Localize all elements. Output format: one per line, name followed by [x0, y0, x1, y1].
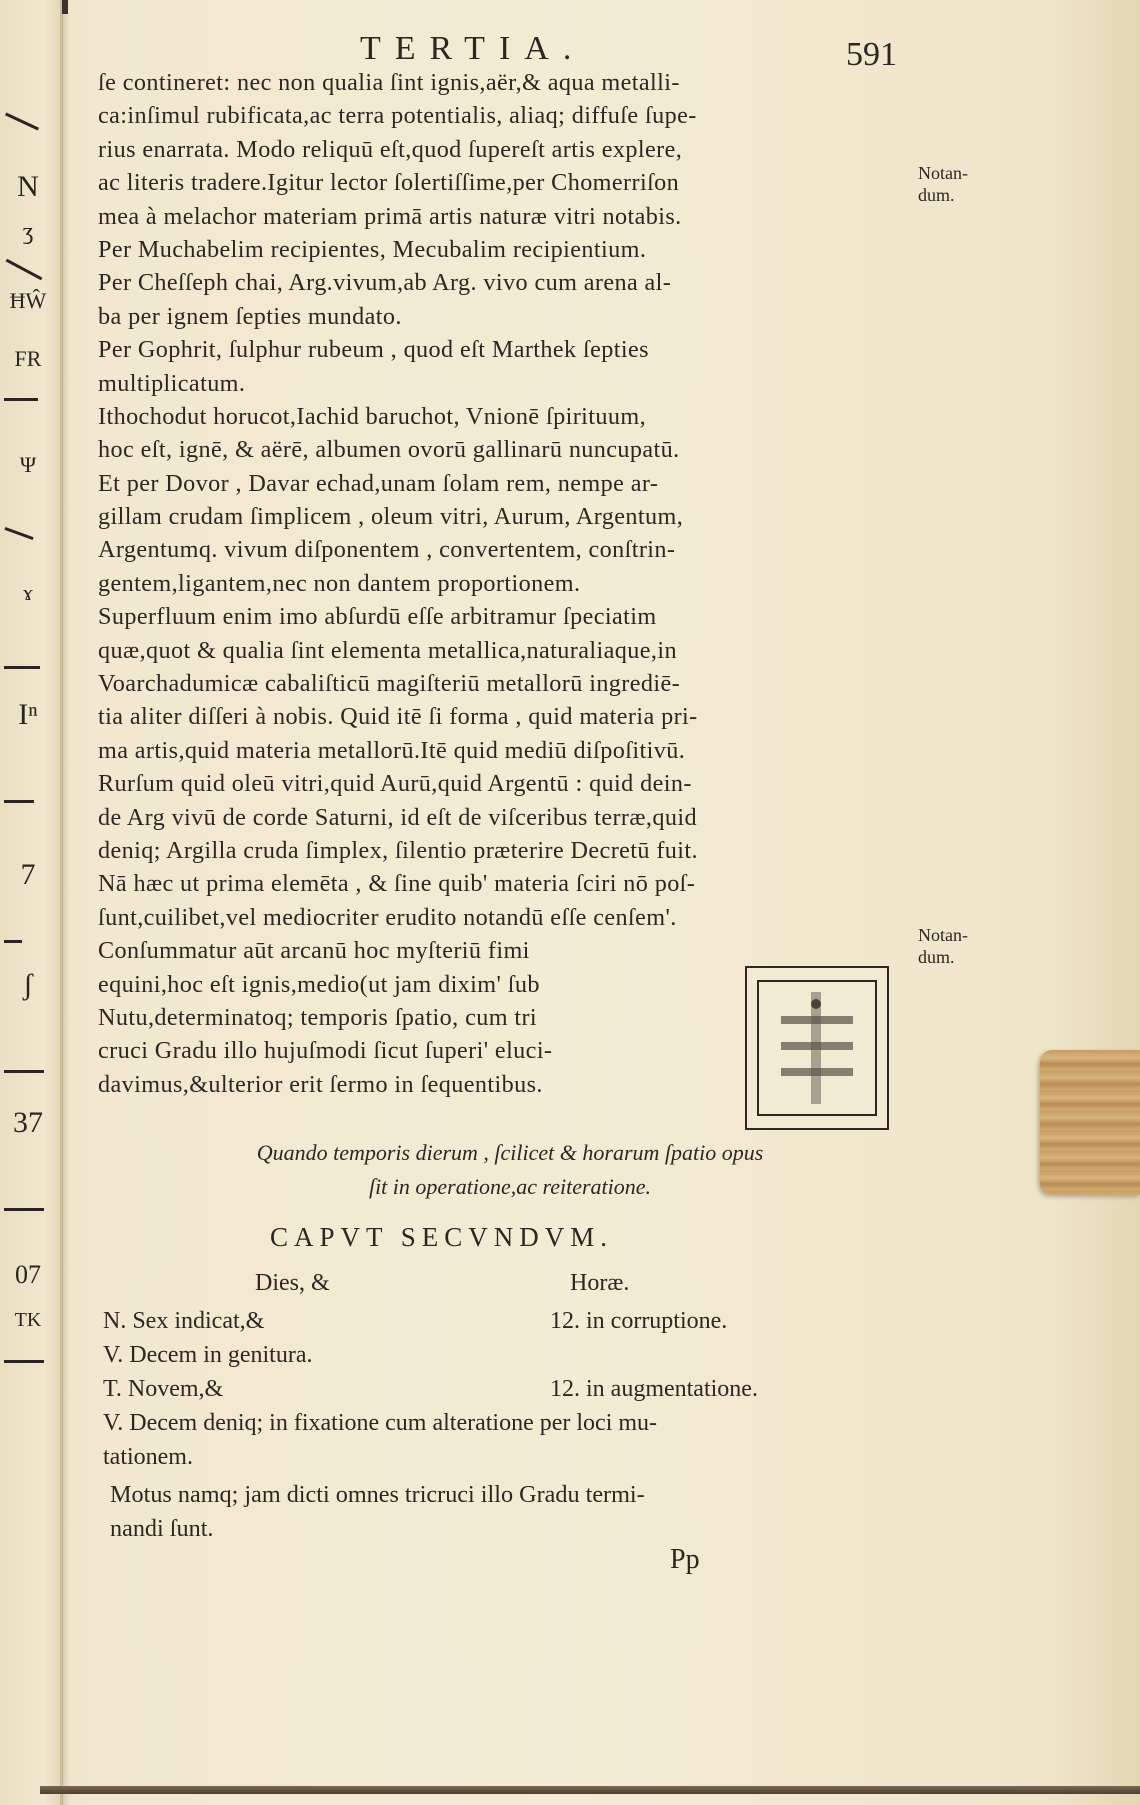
caption-line: Quando temporis dierum , ſcilicet & horarum ſpatio opus	[256, 1140, 764, 1165]
text-line: ma artis,quid materia metallorū.Itē quid mediū diſpoſitivū.	[98, 736, 686, 764]
gutter-glyph: FR	[14, 346, 42, 371]
main-text-block	[98, 66, 908, 1101]
text-line: deniq; Argilla cruda ſimplex, ſilentio præterire Decretū fuit.	[98, 836, 698, 864]
text-line: Conſummatur aūt arcanū hoc myſteriū fimi	[98, 937, 530, 965]
column-header-hours: Horæ.	[570, 1270, 630, 1296]
margin-note: Notan-dum.	[918, 925, 968, 967]
gutter-glyph: 37	[13, 1106, 43, 1139]
gutter-stroke	[4, 398, 38, 401]
table-row	[103, 1308, 903, 1341]
text-line: Per Gophrit, ſulphur rubeum , quod eſt Marthek ſepties	[98, 336, 649, 364]
text-line: rius enarrata. Modo reliquū eſt,quod ſupereſt artis explere,	[98, 135, 683, 163]
text-line: Per Cheſſeph chai, Arg.vivum,ab Arg. vivo cum arena al-	[98, 269, 672, 297]
gutter-glyph: Ψ	[19, 452, 37, 477]
left-gutter	[0, 0, 63, 1805]
text-line: Superfluum enim imo abſurdū eſſe arbitramur ſpeciatim	[98, 603, 657, 631]
gutter-glyph: Iⁿ	[18, 698, 38, 731]
text-line: gillam crudam ſimplicem , oleum vitri, Aurum, Argentum,	[98, 503, 684, 531]
gutter-stroke	[4, 800, 34, 803]
text-line: nandi ſunt.	[110, 1515, 214, 1542]
text-line: ca:inſimul rubificata,ac terra potentialis, aliaq; diffuſe ſupe-	[98, 102, 697, 130]
gutter-glyph: TK	[14, 1309, 42, 1331]
text-line: tia aliter diſſeri à nobis. Quid itē ſi forma , quid materia pri-	[98, 703, 698, 731]
gutter-stroke	[4, 1208, 44, 1211]
text-line: cruci Gradu illo hujuſmodi ſicut ſuperi' eluci-	[98, 1037, 553, 1065]
text-line: Nutu,determinatoq; temporis ſpatio, cum tri	[98, 1003, 538, 1031]
text-line: Et per Dovor , Davar echad,unam ſolam rem, nempe ar-	[98, 469, 659, 497]
text-line: de Arg vivū de corde Saturni, id eſt de viſceribus terræ,quid	[98, 803, 697, 831]
text-line: Rurſum quid oleū vitri,quid Aurū,quid Argentū : quid dein-	[98, 770, 692, 798]
table-cell-hours: 12. in augmentatione.	[550, 1376, 758, 1402]
gutter-glyph: ʃ	[23, 968, 33, 1001]
table-cell-days: T. Novem,&	[103, 1376, 224, 1402]
table-row	[103, 1376, 903, 1409]
gutter-glyph: ɤ	[23, 580, 33, 605]
table-cell-days: V. Decem in genitura.	[103, 1342, 313, 1368]
column-header-days: Dies, &	[255, 1270, 330, 1296]
page-fold-shadow	[60, 0, 70, 1805]
running-head: TERTIA.	[360, 30, 586, 67]
text-line: hoc eſt, ignē, & aërē, albumen ovorū gallinarū nuncupatū.	[98, 436, 680, 464]
text-line: ſunt,cuilibet,vel mediocriter erudito notandū eſſe cenſem'.	[98, 903, 677, 931]
gutter-glyph: ĦŴ	[9, 288, 47, 313]
text-line: gentem,ligantem,nec non dantem proportionem.	[98, 569, 581, 597]
top-rule	[62, 0, 68, 14]
table-row	[103, 1410, 903, 1443]
chapter-heading: CAPVT SECVNDVM.	[270, 1222, 614, 1252]
gutter-glyph: ʒ	[22, 219, 34, 245]
gutter-stroke	[5, 113, 39, 131]
tape-strip	[1040, 1050, 1140, 1195]
cross-emblem	[759, 982, 875, 1114]
text-line: Per Muchabelim recipientes, Mecubalim recipientium.	[98, 235, 647, 263]
gutter-stroke	[4, 1360, 44, 1363]
closing-paragraph	[110, 1478, 900, 1546]
text-line: Nā hæc ut prima elemēta , & ſine quib' materia ſciri nō poſ-	[98, 870, 696, 898]
gutter-stroke	[4, 940, 22, 943]
signature-mark: Pp	[670, 1544, 700, 1575]
text-line: ba per ignem ſepties mundato.	[98, 302, 402, 330]
chapter-caption	[160, 1136, 860, 1204]
text-line: Motus namq; jam dicti omnes tricruci illo Gradu termi-	[110, 1481, 645, 1508]
text-line: ſe contineret: nec non qualia ſint ignis,aër,& aqua metalli-	[98, 69, 680, 96]
gutter-glyph: 7	[20, 858, 36, 891]
table-cell-days: N. Sex indicat,&	[103, 1308, 265, 1334]
gutter-stroke	[4, 527, 33, 540]
margin-note: Notan-dum.	[918, 163, 968, 205]
table-cell-hours: 12. in corruptione.	[550, 1308, 728, 1334]
text-line: davimus,&ulterior erit ſermo in ſequentibus.	[98, 1070, 543, 1098]
gutter-stroke	[4, 666, 40, 669]
gutter-stroke	[6, 259, 43, 280]
text-line: Argentumq. vivum diſponentem , convertentem, conſtrin-	[98, 536, 676, 564]
page-number: 591	[846, 36, 897, 73]
gutter-stroke	[4, 1070, 44, 1073]
gutter-glyph: 07	[15, 1260, 41, 1289]
caption-line: ſit in operatione,ac reiteratione.	[368, 1174, 652, 1199]
table-row	[103, 1342, 903, 1375]
text-line: ac literis tradere.Igitur lector ſolertiſſime,per Chomerriſon	[98, 169, 680, 197]
bottom-edge	[40, 1786, 1140, 1794]
table-cell-days: V. Decem deniq; in fixatione cum alteratione per loci mu-	[103, 1410, 658, 1436]
text-line: multiplicatum.	[98, 369, 246, 397]
figure-inner-frame	[757, 980, 877, 1116]
text-line: Voarchadumicæ cabaliſticū magiſteriū metallorū ingrediē-	[98, 670, 681, 698]
gutter-glyph: N	[17, 170, 39, 203]
text-line: equini,hoc eſt ignis,medio(ut jam dixim' ſub	[98, 970, 540, 998]
text-line: Ithochodut horucot,Iachid baruchot, Vnionē ſpirituum,	[98, 402, 647, 430]
table-cell-days: tationem.	[103, 1444, 193, 1470]
table-row	[103, 1444, 903, 1477]
tricruci-figure	[745, 966, 889, 1130]
text-line: mea à melachor materiam primā artis naturæ vitri notabis.	[98, 202, 682, 230]
text-line: quæ,quot & qualia ſint elementa metallica,naturaliaque,in	[98, 636, 677, 664]
